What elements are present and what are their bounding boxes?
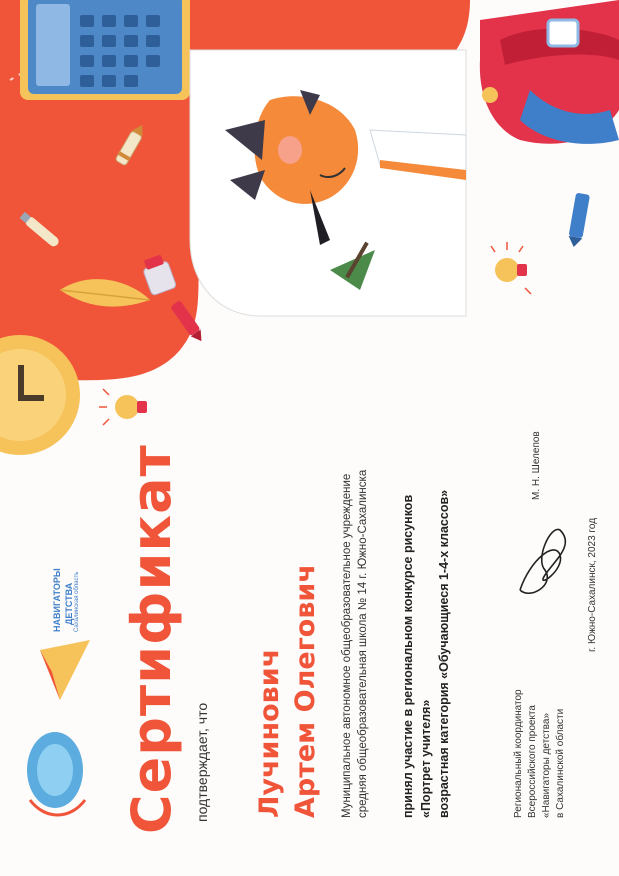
certificate-title: Сертификат (120, 444, 183, 834)
school-line2: средняя общеобразовательная школа № 14 г. Южно-Сахалинска (357, 469, 369, 818)
globe-logo-icon (27, 732, 85, 815)
recipient-first-name: Артем Олегович (290, 564, 321, 818)
participation-line1: принял участие в региональном конкурсе рисунков (401, 494, 415, 818)
signer-name: М. Н. Шелепов (531, 431, 542, 500)
participation-line3: возрастная категория «Обучающиеся 1-4-х классов» (437, 489, 451, 818)
coordinator-line4: в Сахалинской области (555, 708, 566, 818)
calculator-icon (20, 0, 190, 100)
confirms-text: подтверждает, что (194, 702, 210, 822)
recipient-last-name: Лучинович (254, 648, 285, 818)
navigators-arrow-logo-icon (40, 640, 90, 700)
city-year: г. Южно-Сахалинск, 2023 год (587, 517, 598, 652)
coordinator-line3: «Навигаторы детства» (541, 712, 552, 818)
school-line1: Муниципальное автономное общеобразовательное учреждение (341, 473, 353, 818)
navigators-logo-line1: НАВИГАТОРЫ (52, 568, 62, 632)
coordinator-line2: Всероссийского проекта (527, 705, 538, 818)
navigators-logo-line2: ДЕТСТВА (64, 582, 74, 625)
coordinator-line1: Региональный координатор (513, 689, 524, 818)
navigators-logo-line3: Сахалинская область (74, 571, 80, 632)
lightbulb-right-icon (491, 242, 531, 294)
blue-crayon-icon (567, 193, 590, 249)
signature-icon (520, 530, 565, 594)
participation-line2: «Портрет учителя» (419, 699, 433, 818)
lightbulb-icon (99, 389, 147, 425)
backpack-icon (480, 0, 619, 144)
